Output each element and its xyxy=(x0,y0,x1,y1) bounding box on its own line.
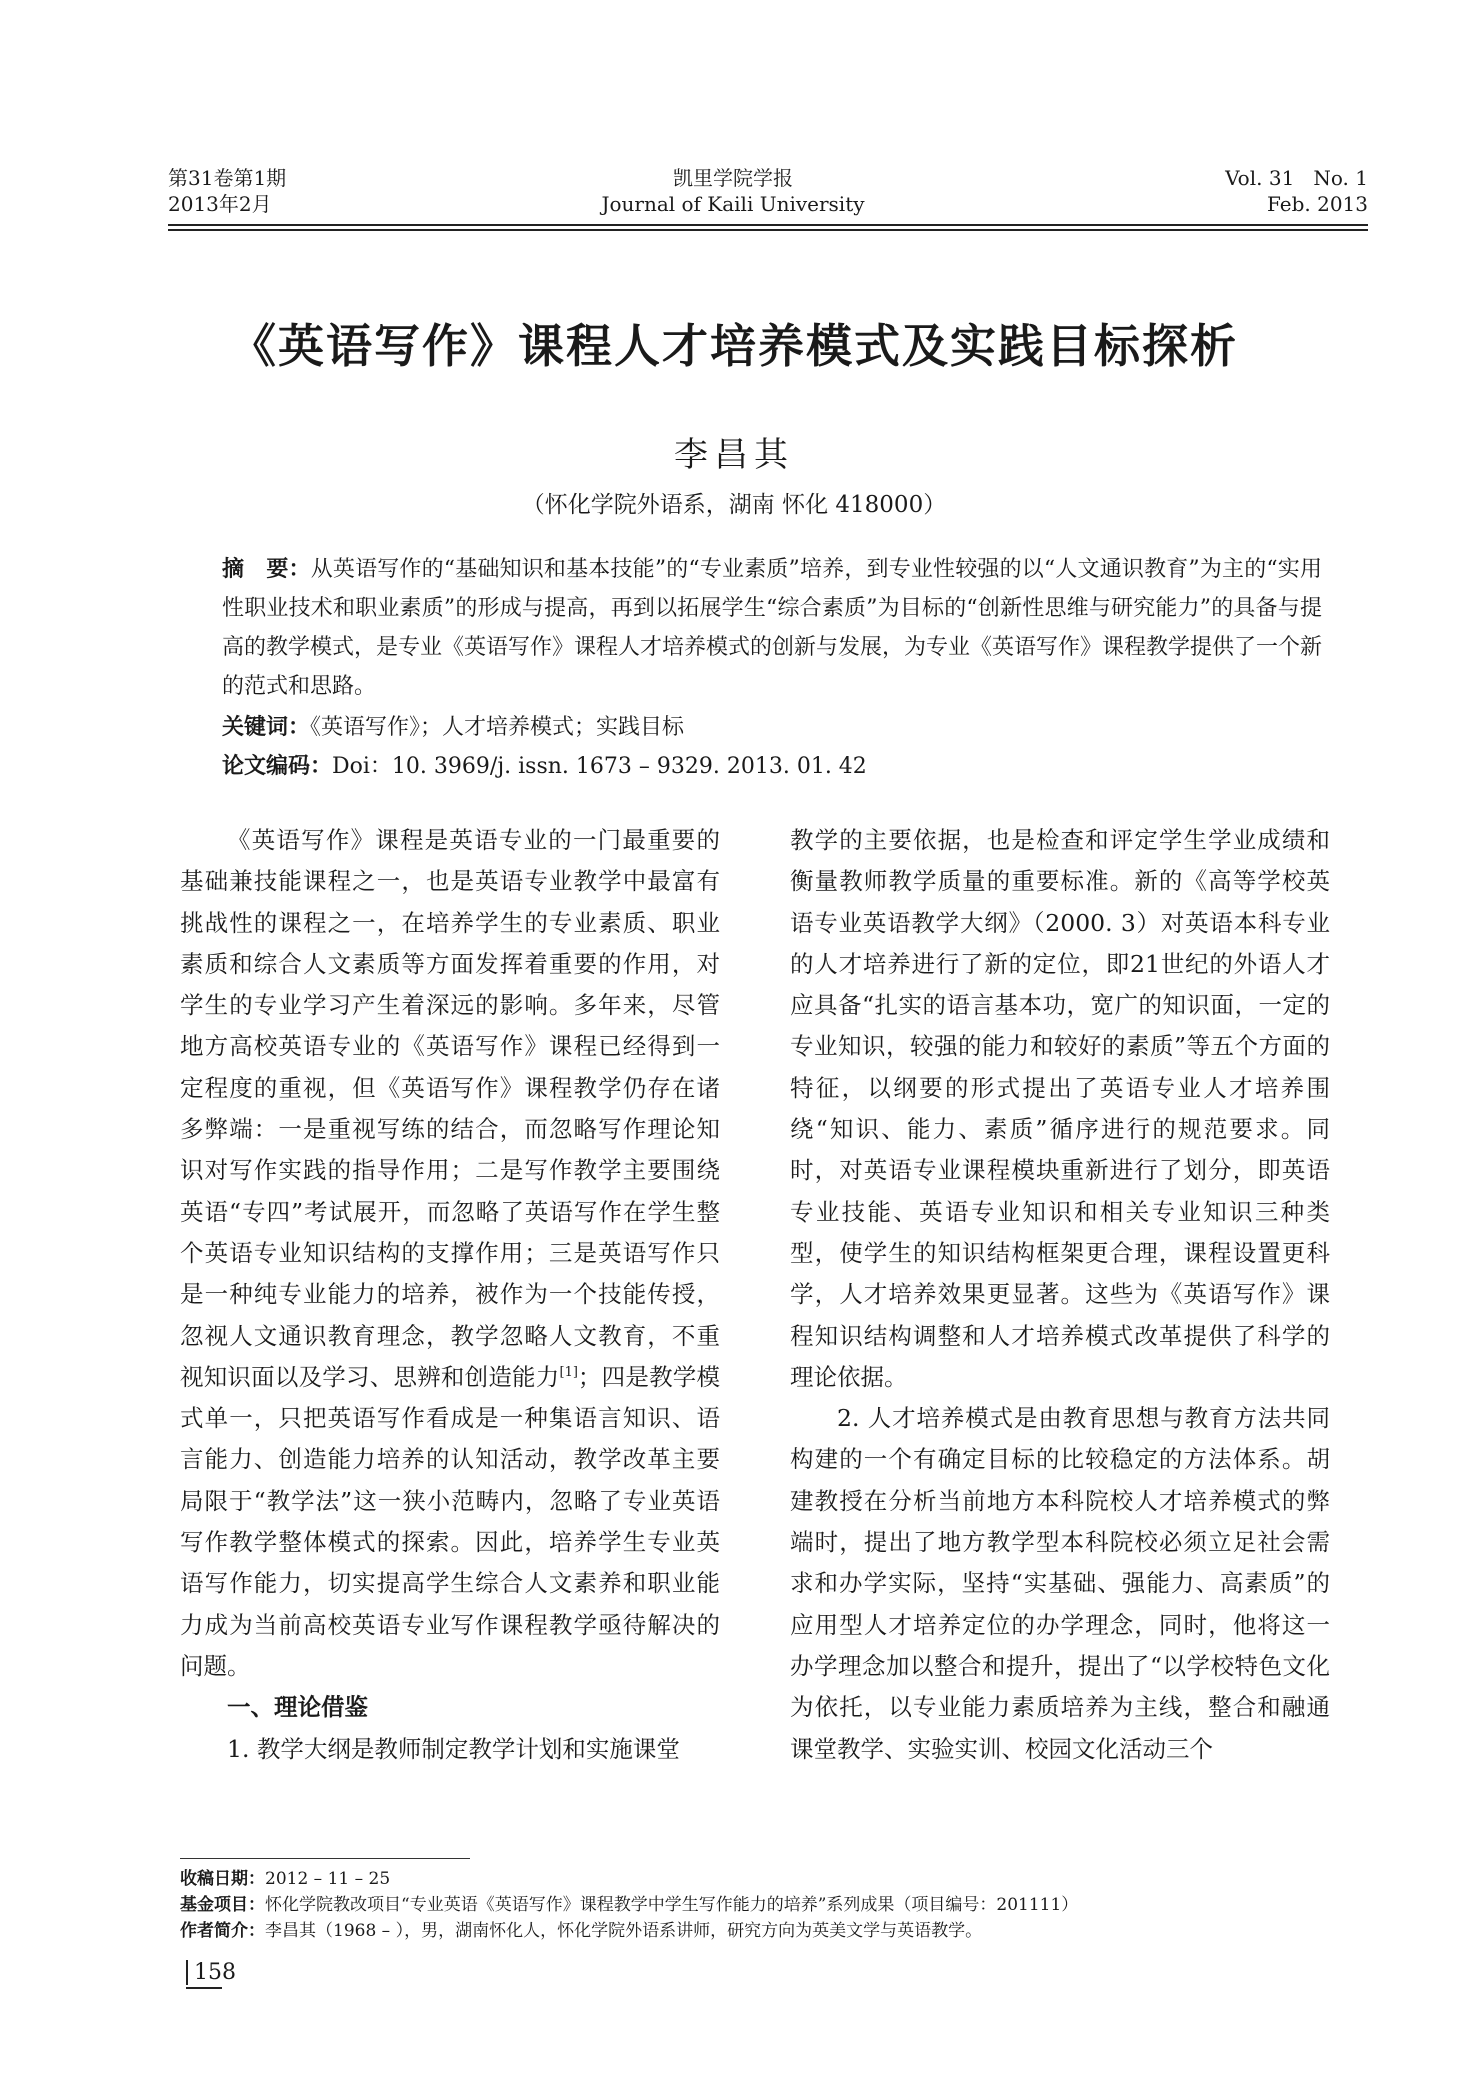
header-journal-cn: 凯里学院学报 xyxy=(673,166,793,190)
footnote-bio xyxy=(180,1918,1330,1944)
footnote-received xyxy=(180,1866,1330,1892)
header-date: 2013年2月 xyxy=(168,192,272,216)
fund-text: 怀化学院教改项目“专业英语《英语写作》课程教学中学生写作能力的培养”系列成果（项目编号：201111） xyxy=(265,1895,1079,1915)
header-rule-top xyxy=(168,224,1368,226)
keywords xyxy=(222,708,1322,747)
doi-label: 论文编码： xyxy=(222,754,333,779)
author-affiliation: （怀化学院外语系，湖南 怀化 418000） xyxy=(521,492,947,518)
article-author: 李昌其 xyxy=(674,435,794,475)
header-date-en: Feb. 2013 xyxy=(1266,192,1368,216)
fund-label: 基金项目： xyxy=(180,1895,265,1915)
citation-ref: [1] xyxy=(559,1365,578,1381)
footnote-fund xyxy=(180,1892,1330,1918)
abstract-label: 摘 要： xyxy=(222,557,311,582)
body-text: 《英语写作》课程是英语专业的一门最重要的基础兼技能课程之一，也是英语专业教学中最富有挑战性的课程之一，在培养学生的专业素质、职业素质和综合人文素质等方面发挥着重要的作用，对学生的专业学习产生着深远的影响。多年来，尽管地方高校英语专业的《英语写作》课程已经得到一定程度的重视，但《英语写作》课程教学仍存在诸多弊端：一是重视写练的结合，而忽略写作理论知识对写作实践的指导作用；二是写作教学主要围绕英语“专四”考试展开，而忽略了英语写作在学生整个英语专业知识结构的支撑作用；三是英语写作只是一种纯专业能力的培养，被作为一个技能传授，忽视人文通识教育理念，教学忽略人文教育，不重视知识面以及学习、思辨和创造能力 xyxy=(180,826,720,1391)
abstract-text: 从英语写作的“基础知识和基本技能”的“专业素质”培养，到专业性较强的以“人文通识教育”为主的“实用性职业技术和职业素质”的形成与提高，再到以拓展学生“综合素质”为目标的“创新性思维与研究能力”的具备与提高的教学模式，是专业《英语写作》课程人才培养模式的创新与发展，为专业《英语写作》课程教学提供了一个新的范式和思路。 xyxy=(222,557,1323,699)
doi xyxy=(222,747,1322,786)
section-heading: 一、理论借鉴 xyxy=(227,1693,368,1722)
received-label: 收稿日期： xyxy=(180,1869,265,1889)
body-paragraph: 2. 人才培养模式是由教育思想与教育方法共同构建的一个有确定目标的比较稳定的方法体系。胡建教授在分析当前地方本科院校人才培养模式的弊端时，提出了地方教学型本科院校必须立足社会需求和办学实际，坚持“实基础、强能力、高素质”的应用型人才培养定位的办学理念，同时，他将这一办学理念加以整合和提升，提出了“以学校特色文化为依托，以专业能力素质培养为主线，整合和融通课堂教学、实验实训、校园文化活动三个 xyxy=(790,1404,1330,1763)
bio-text: 李昌其（1968 – ），男，湖南怀化人，怀化学院外语系讲师，研究方向为英美文学与英语教学。 xyxy=(265,1921,983,1941)
doi-text: Doi：10. 3969/j. issn. 1673 – 9329. 2013. 01. 42 xyxy=(332,754,867,779)
header-volume: Vol. 31 No. 1 xyxy=(1225,166,1368,190)
header-rule-bottom xyxy=(168,229,1368,231)
abstract xyxy=(222,550,1322,706)
page-number: 158 xyxy=(186,1960,236,1985)
keywords-text: 《英语写作》；人才培养模式；实践目标 xyxy=(310,715,685,740)
header-issue: 第31卷第1期 xyxy=(168,166,287,190)
body-paragraph xyxy=(180,820,720,1687)
body-paragraph: 教学的主要依据，也是检查和评定学生学业成绩和衡量教师教学质量的重要标准。新的《高等学校英语专业英语教学大纲》（2000. 3）对英语本科专业的人才培养进行了新的定位，即21世纪的外语人才应具备“扎实的语言基本功，宽广的知识面，一定的专业知识，较强的能力和较好的素质”等五个方面的特征，以纲要的形式提出了英语专业人才培养围绕“知识、能力、素质”循序进行的规范要求。同时，对英语专业课程模块重新进行了划分，即英语专业技能、英语专业知识和相关专业知识三种类型，使学生的知识结构框架更合理，课程设置更科学，人才培养效果更显著。这些为《英语写作》课程知识结构调整和人才培养模式改革提供了科学的理论依据。 xyxy=(790,826,1330,1391)
bio-label: 作者简介： xyxy=(180,1921,265,1941)
header-journal-en: Journal of Kaili University xyxy=(601,192,865,216)
keywords-label: 关键词： xyxy=(222,715,311,740)
received-date: 2012 – 11 – 25 xyxy=(265,1869,391,1889)
body-column-right xyxy=(790,820,1330,1770)
footnote-rule xyxy=(180,1858,470,1859)
article-title: 《英语写作》课程人才培养模式及实践目标探析 xyxy=(230,319,1238,373)
body-paragraph: 1. 教学大纲是教师制定教学计划和实施课堂 xyxy=(227,1734,680,1763)
body-column-left xyxy=(180,820,720,1770)
body-text: ；四是教学模式单一，只把英语写作看成是一种集语言知识、语言能力、创造能力培养的认知活动，教学改革主要局限于“教学法”这一狭小范畴内，忽略了专业英语写作教学整体模式的探索。因此，培养学生专业英语写作能力，切实提高学生综合人文素养和职业能力成为当前高校英语专业写作课程教学亟待解决的问题。 xyxy=(180,1362,721,1680)
